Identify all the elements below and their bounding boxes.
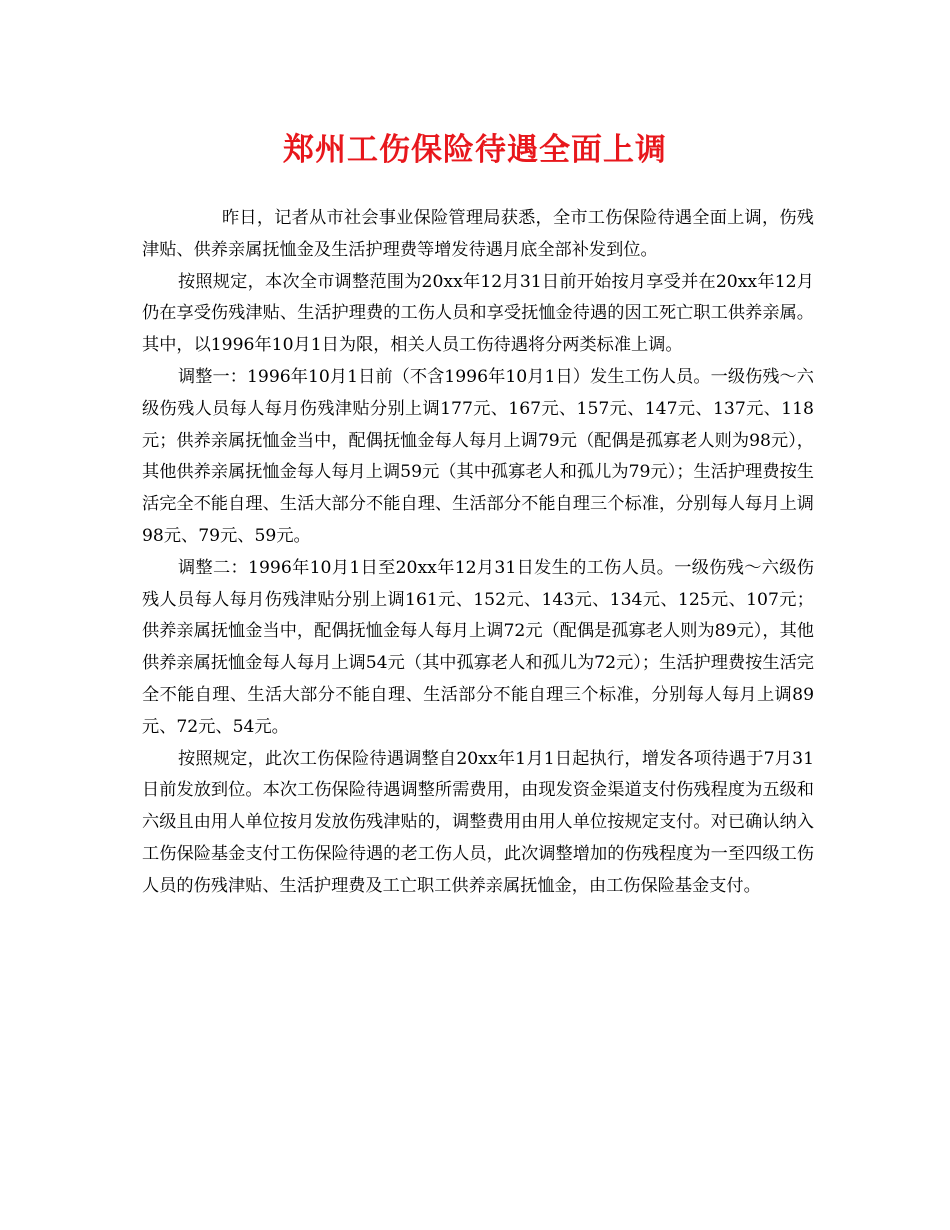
paragraph-funding: 按照规定，此次工伤保险待遇调整自20xx年1月1日起执行，增发各项待遇于7月31日前发放到位。本次工伤保险待遇调整所需费用，由现发资金渠道支付伤残程度为五级和六级且由用人单位按月发放伤残津贴的，调整费用由用人单位按规定支付。对已确认纳入工伤保险基金支付工伤保险待遇的老工伤人员，此次调整增加的伤残程度为一至四级工伤人员的伤残津贴、生活护理费及工亡职工供养亲属抚恤金，由工伤保险基金支付。 — [142, 748, 814, 896]
paragraph-intro: 昨日，记者从市社会事业保险管理局获悉，全市工伤保险待遇全面上调，伤残津贴、供养亲属抚恤金及生活护理费等增发待遇月底全部补发到位。 — [142, 208, 814, 260]
paragraph-adjustment-two: 调整二：1996年10月1日至20xx年12月31日发生的工伤人员。一级伤残～六级伤残人员每人每月伤残津贴分别上调161元、152元、143元、134元、125元、107元；供养亲属抚恤金当中，配偶抚恤金每人每月上调72元（配偶是孤寡老人则为89元），其他供养亲属抚恤金每人每月上调54元（其中孤寡老人和孤儿为72元）；生活护理费按生活完全不能自理、生活大部分不能自理、生活部分不能自理三个标准，分别每人每月上调89元、72元、54元。 — [142, 557, 814, 737]
document-title: 郑州工伤保险待遇全面上调 — [283, 132, 667, 168]
paragraph-scope: 按照规定，本次全市调整范围为20xx年12月31日前开始按月享受并在20xx年12月仍在享受伤残津贴、生活护理费的工伤人员和享受抚恤金待遇的因工死亡职工供养亲属。其中，以1996年10月1日为限，相关人员工伤待遇将分两类标准上调。 — [142, 271, 814, 356]
paragraph-adjustment-one: 调整一：1996年10月1日前（不含1996年10月1日）发生工伤人员。一级伤残～六级伤残人员每人每月伤残津贴分别上调177元、167元、157元、147元、137元、118元；供养亲属抚恤金当中，配偶抚恤金每人每月上调79元（配偶是孤寡老人则为98元），其他供养亲属抚恤金每人每月上调59元（其中孤寡老人和孤儿为79元）；生活护理费按生活完全不能自理、生活大部分不能自理、生活部分不能自理三个标准，分别每人每月上调98元、79元、59元。 — [142, 366, 814, 546]
document-body — [142, 203, 814, 903]
